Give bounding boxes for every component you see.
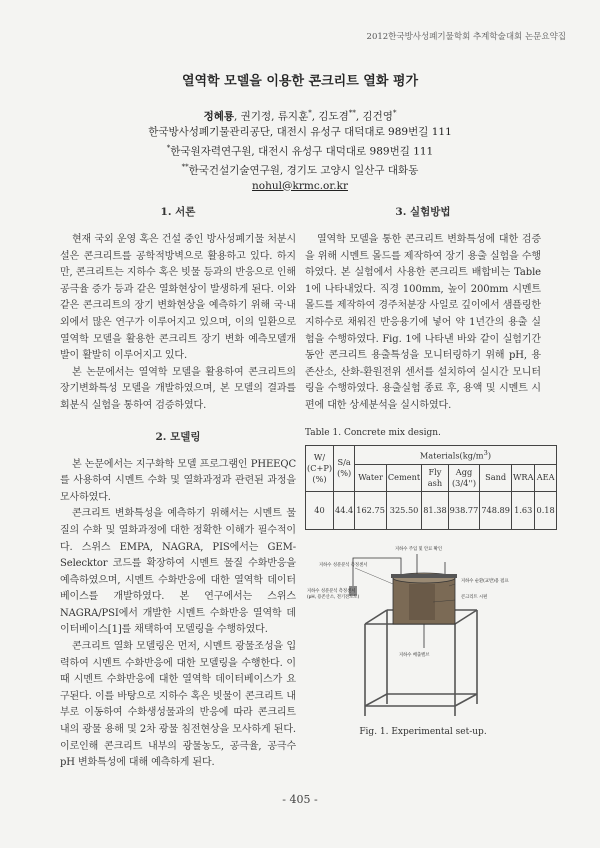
affiliation-3: 한국건설기술연구원, 경기도 고양시 일산구 대화동 <box>188 164 419 176</box>
label-pump: 지하수 순환(교반)용 펌프 <box>461 578 509 584</box>
table-row <box>306 491 557 529</box>
paper-title: 열역학 모델을 이용한 콘크리트 열화 평가 <box>181 74 419 89</box>
header-wra: WRA <box>511 464 535 491</box>
author-email[interactable] <box>0 179 600 195</box>
cell-wc: 40 <box>306 491 334 529</box>
affiliation-2: 한국원자력연구원, 대전시 유성구 대덕대로 989번길 111 <box>170 145 434 157</box>
header-fly-ash: Fly ash <box>422 464 448 491</box>
stand-frame <box>365 610 477 716</box>
label-specimen: 콘크리트 시편 <box>461 594 488 600</box>
author-mid: , 김도겸 <box>311 110 349 123</box>
label-sensor: 지하수 성분분석 측정센서 <box>319 562 368 568</box>
section-2-paragraph-1: 본 논문에서는 지구화학 모델 프로그램인 PHEEQC를 사용하여 시멘트 수화 및 열화과정과 관련된 과정을 모사하였다. <box>60 458 296 503</box>
cell-water: 162.75 <box>355 491 387 529</box>
cell-wra: 1.63 <box>511 491 535 529</box>
section-2-paragraph-2: 콘크리트 변화특성을 예측하기 위해서는 시멘트 물질의 수화 및 열화과정에 대한 정확한 이해가 필수적이다. 스위스 EMPA, NAGRA, PIS에서는 GEM-Selecktor 코드를 확장하여 시멘트 물질 수화반응을 예측하였으며, 시멘트 수화반응에 대한 열역학 데이터베이스를 개발하였다. 본 연구에서는 스위스 NAGRA/PSI에서 개발한 시멘트 수화반응 열역학 데이터베이스[1]를 채택하여 모델링을 수행하였다. <box>60 508 296 636</box>
author-email-link[interactable]: nohul@krmc.or.kr <box>252 179 348 192</box>
author-mark-1: * <box>308 109 312 117</box>
reaction-vessel <box>391 573 457 624</box>
affiliation-1: 한국방사성폐기물관리공단, 대전시 유성구 대덕대로 989번길 111 <box>148 126 452 138</box>
header-cement: Cement <box>386 464 421 491</box>
cell-cement: 325.50 <box>386 491 421 529</box>
cell-agg: 938.77 <box>448 491 480 529</box>
left-column <box>60 204 296 772</box>
cell-sa: 44.4 <box>334 491 355 529</box>
page-number: - 405 - <box>282 793 318 806</box>
table-header-row-1 <box>306 446 557 465</box>
affiliation-2-line <box>0 141 600 160</box>
header-sand: Sand <box>480 464 512 491</box>
setup-illustration <box>305 544 541 722</box>
table-caption: Table 1. Concrete mix design. <box>305 427 441 438</box>
label-sensor-2b: (pH, 용존산소, 전기전도도) <box>307 594 360 600</box>
section-1-paragraph-1: 현재 국외 운영 혹은 건설 중인 방사성폐기물 처분시설은 콘크리트를 공학적방벽으로 활용하고 있다. 하지만, 콘크리트는 지하수 혹은 빗물 등과의 반응으로 인해 공극율 증가 등과 같은 열화현상이 발생하게 된다. 이와 같은 콘크리트의 장기 변화현상을 예측하기 위해 국·내외에서 많은 연구가 이루어지고 있으며, 이의 일환으로 열역학 모델을 활용한 콘크리트 장기 변화 예측모델개발이 활발히 이루어지고 있다. <box>60 234 296 362</box>
cell-aea: 0.18 <box>535 491 556 529</box>
section-2-paragraph-3: 콘크리트 열화 모델링은 먼저, 시멘트 광물조성을 입력하여 시멘트 수화반응에 대한 모델링을 수행한다. 이 때 시멘트 수화반응에 대한 열역학 데이터베이스가 요구된다. 이를 바탕으로 지하수 혹은 빗물이 콘크리트 내부로 이동하여 수화생성물과의 반응에 따라 콘크리트 내의 광물 용해 및 2차 광물 침전현상을 모사하게 된다. 이로인해 콘크리트 내부의 광물농도, 공극율, 공극수 pH 변화특성에 대해 예측하게 된다. <box>60 641 296 769</box>
section-3-heading: 3. 실험방법 <box>395 206 451 218</box>
label-sensor-2: 지하수 성분분석 측정센서 <box>307 588 356 594</box>
header-aea: AEA <box>535 464 556 491</box>
concrete-mix-table <box>305 445 557 530</box>
author-block <box>0 106 600 194</box>
header-materials: $Materials(kg/m^3)$ <box>355 446 556 465</box>
section-3-paragraph-1: 열역학 모델을 통한 콘크리트 변화특성에 대한 검증을 위해 시멘트 몰드를 제작하여 장기 용출 실험을 수행하였다. 본 실험에서 사용한 콘크리트 배합비는 Table 1에 나타내었다. 직경 100mm, 높이 200mm 시멘트 몰드를 제작하여 경주처분장 사일로 깊이에서 샘플링한 지하수로 채워진 반응용기에 넣어 약 1년간의 용출 실험을 수행하였다. Fig. 1에 나타낸 바와 같이 실험기간 동안 콘크리트 용출특성을 모니터링하기 위해 pH, 용존산소, 산화-환원전위 센서를 설치하여 실시간 모니터링을 수행하였다. 용출실험 종료 후, 용액 및 시멘트 시편에 대한 상세분석을 실시하였다. <box>305 234 541 411</box>
author-mark-3: * <box>392 109 397 117</box>
section-1-heading: 1. 서론 <box>160 206 196 218</box>
label-injection: 지하수 주입 및 안료 확인 <box>395 546 442 552</box>
header-sa: S/a (%) <box>334 446 355 492</box>
author-rest: , 권기정, 류지훈 <box>234 110 309 123</box>
header-water: Water <box>355 464 387 491</box>
author-mark-2: ** <box>348 109 356 117</box>
section-1-paragraph-2: 본 논문에서는 열역학 모델을 활용하여 콘크리트의 장기변화특성 모델을 개발하였으며, 본 모델의 결과를 회분식 실험을 통하여 검증하였다. <box>60 366 296 411</box>
experimental-setup-figure <box>305 544 541 722</box>
affiliation-2-mark: * <box>166 143 171 152</box>
author-end: , 김건영 <box>355 110 393 123</box>
affiliation-3-mark: ** <box>181 162 189 171</box>
figure-caption: Fig. 1. Experimental set-up. <box>359 726 487 737</box>
cell-sand: 748.89 <box>480 491 512 529</box>
section-2-heading: 2. 모델링 <box>155 430 201 443</box>
right-column <box>305 204 555 740</box>
header-agg: Agg (3/4'') <box>448 464 480 491</box>
label-drain: 지하수 배출밸브 <box>399 652 430 658</box>
header-wc: W/ (C+P) (%) <box>306 446 334 492</box>
affiliation-3-line <box>0 160 600 179</box>
author-main: 정혜룡 <box>203 110 234 123</box>
author-names <box>0 106 600 125</box>
cell-fly-ash: 81.38 <box>422 491 448 529</box>
running-head: 2012한국방사성폐기물학회 추계학술대회 논문요약집 <box>366 32 566 42</box>
